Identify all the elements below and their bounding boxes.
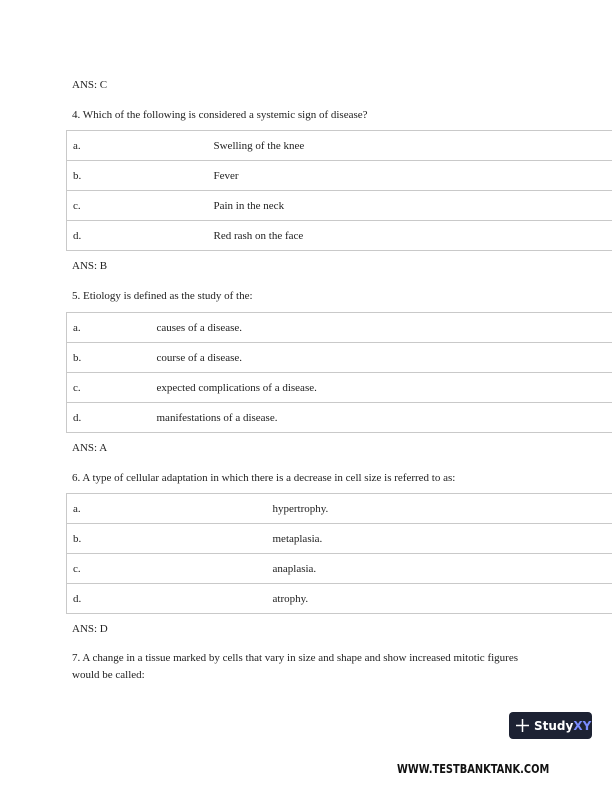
option-text: Red rash on the face: [208, 221, 612, 251]
option-letter: d.: [67, 584, 267, 614]
option-row: [67, 191, 612, 221]
option-letter: d.: [67, 403, 151, 433]
question-5-stem: 5. Etiology is defined as the study of the:: [72, 290, 253, 302]
option-letter: c.: [67, 191, 208, 221]
answer-4: ANS: B: [72, 260, 108, 272]
answer-previous: ANS: C: [72, 79, 108, 91]
option-text: hypertrophy.: [267, 494, 612, 524]
question-4-stem: 4. Which of the following is considered a systemic sign of disease?: [72, 109, 368, 121]
option-row: [67, 343, 612, 373]
option-text: causes of a disease.: [151, 313, 612, 343]
option-row: [67, 161, 612, 191]
option-letter: c.: [67, 554, 267, 584]
option-letter: d.: [67, 221, 208, 251]
badge-brand-main: Study: [534, 718, 574, 733]
option-text: metaplasia.: [267, 524, 612, 554]
option-row: [67, 313, 612, 343]
option-row: [67, 554, 612, 584]
option-letter: c.: [67, 373, 151, 403]
plus-sparkle-icon: [516, 719, 529, 732]
option-letter: a.: [67, 494, 267, 524]
option-text: Pain in the neck: [208, 191, 612, 221]
badge-brand-accent: XY: [573, 718, 592, 733]
option-letter: b.: [67, 343, 151, 373]
option-text: Fever: [208, 161, 612, 191]
option-row: [67, 221, 612, 251]
option-letter: a.: [67, 131, 208, 161]
question-6-options: [66, 493, 612, 614]
option-row: [67, 524, 612, 554]
answer-6: ANS: D: [72, 623, 108, 635]
question-7-stem: 7. A change in a tissue marked by cells that vary in size and shape and show increased mitotic figures would be called:: [72, 652, 518, 681]
option-row: [67, 403, 612, 433]
option-text: expected complications of a disease.: [151, 373, 612, 403]
option-text: atrophy.: [267, 584, 612, 614]
option-text: course of a disease.: [151, 343, 612, 373]
option-text: Swelling of the knee: [208, 131, 612, 161]
option-row: [67, 131, 612, 161]
option-text: anaplasia.: [267, 554, 612, 584]
question-5-options: [66, 312, 612, 433]
option-letter: b.: [67, 524, 267, 554]
answer-5: ANS: A: [72, 442, 108, 454]
option-row: [67, 494, 612, 524]
option-text: manifestations of a disease.: [151, 403, 612, 433]
option-letter: b.: [67, 161, 208, 191]
option-row: [67, 584, 612, 614]
option-letter: a.: [67, 313, 151, 343]
question-4-options: [66, 130, 612, 251]
studyxy-badge[interactable]: [509, 712, 592, 739]
question-6-stem: 6. A type of cellular adaptation in which there is a decrease in cell size is referred to as:: [72, 472, 456, 484]
option-row: [67, 373, 612, 403]
footer-url[interactable]: WWW.TESTBANKTANK.COM: [397, 762, 550, 776]
